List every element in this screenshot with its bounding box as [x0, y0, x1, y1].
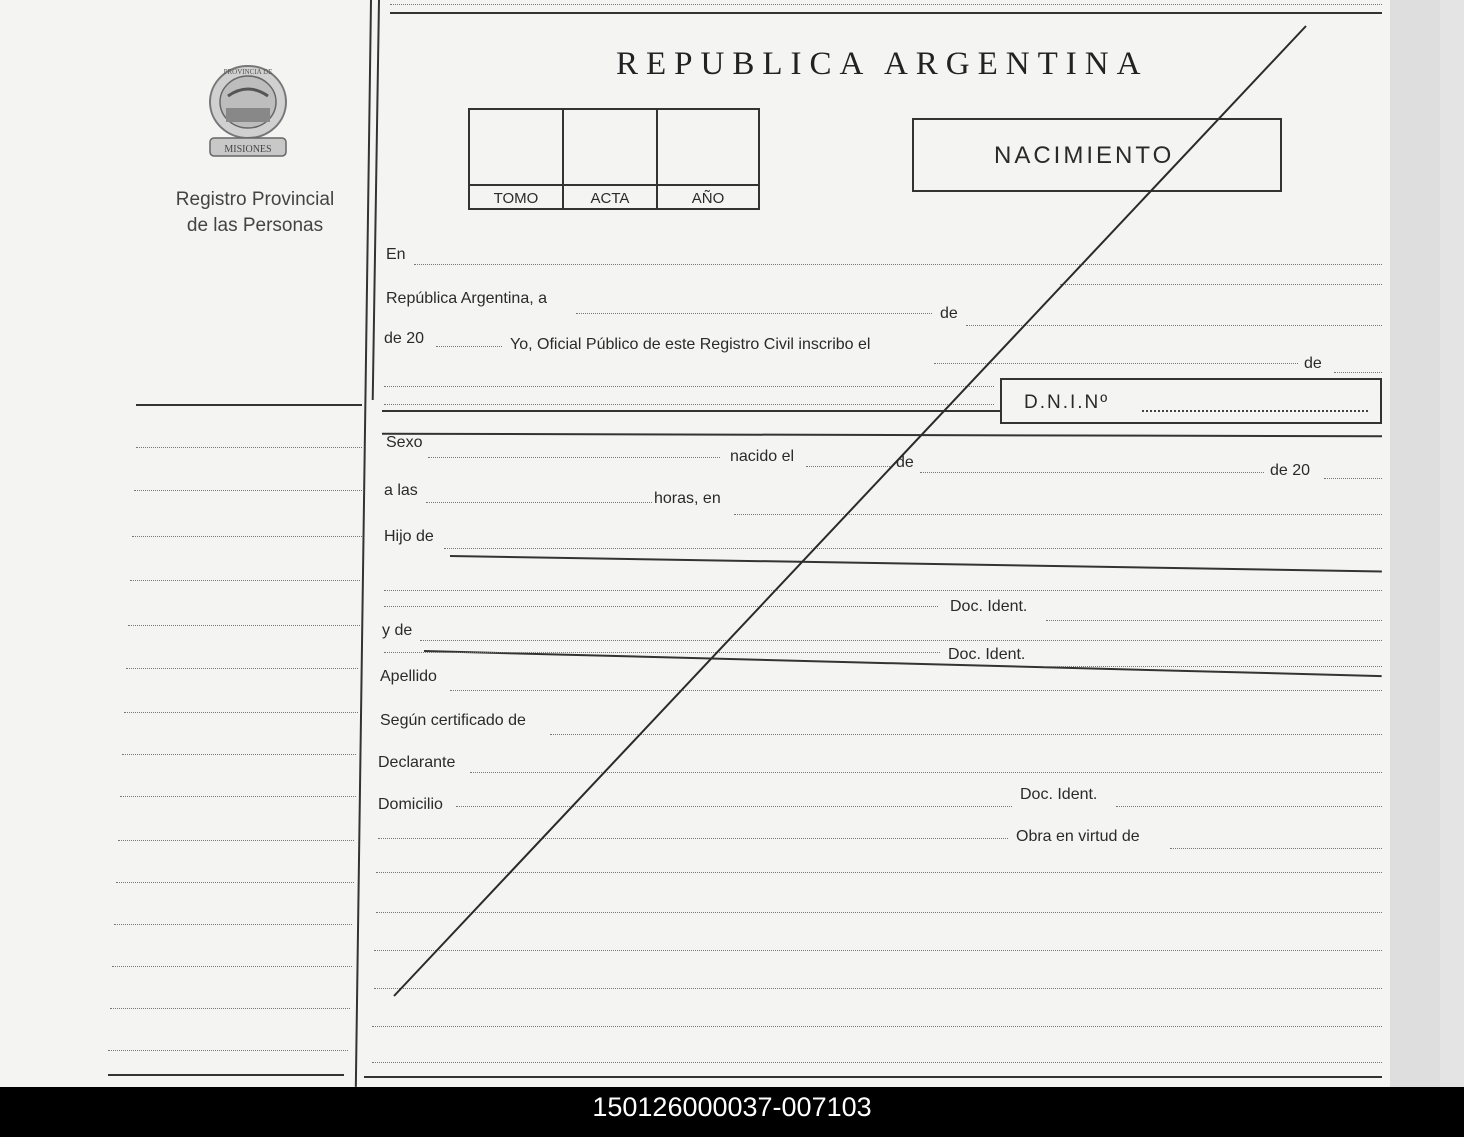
agency-name-line2: de las Personas: [186, 215, 324, 236]
label-doc-ident-3: Doc. Ident.: [1020, 786, 1098, 803]
agency-name-line1: Registro Provincial: [175, 189, 335, 210]
page-title: REPUBLICA ARGENTINA: [616, 46, 1149, 82]
svg-text:MISIONES: MISIONES: [224, 144, 272, 155]
label-segun-certificado: Según certificado de: [380, 712, 526, 729]
label-declarante: Declarante: [378, 754, 456, 771]
label-yo-oficial: Yo, Oficial Público de este Registro Civil inscribo el: [510, 336, 871, 353]
label-en: En: [386, 246, 406, 263]
label-nacido-el: nacido el: [730, 448, 795, 465]
label-doc-ident-2: Doc. Ident.: [948, 646, 1026, 663]
label-de-3: de: [896, 454, 914, 471]
label-y-de: y de: [382, 622, 413, 639]
label-horas-en: horas, en: [654, 490, 721, 507]
tomo-label: TOMO: [470, 184, 562, 206]
label-de-20-b: de 20: [1270, 462, 1311, 479]
label-hijo-de: Hijo de: [384, 528, 434, 545]
label-de-20-a: de 20: [384, 330, 425, 347]
dni-label: D.N.I.Nº: [1024, 392, 1110, 413]
label-doc-ident-1: Doc. Ident.: [950, 598, 1028, 615]
label-de-1: de: [940, 305, 958, 322]
label-sexo: Sexo: [386, 434, 423, 451]
record-type-label: NACIMIENTO: [994, 142, 1175, 169]
label-obra-en-virtud: Obra en virtud de: [1016, 828, 1140, 845]
label-a-las: a las: [384, 482, 418, 499]
label-apellido: Apellido: [380, 668, 437, 685]
acta-label: ACTA: [564, 184, 656, 206]
document-id: 150126000037-007103: [592, 1092, 872, 1122]
anio-label: AÑO: [658, 184, 758, 206]
label-republica: República Argentina, a: [386, 290, 547, 307]
svg-text:PROVINCIA DE: PROVINCIA DE: [223, 68, 273, 76]
label-de-2: de: [1304, 355, 1322, 372]
label-domicilio: Domicilio: [378, 796, 443, 813]
